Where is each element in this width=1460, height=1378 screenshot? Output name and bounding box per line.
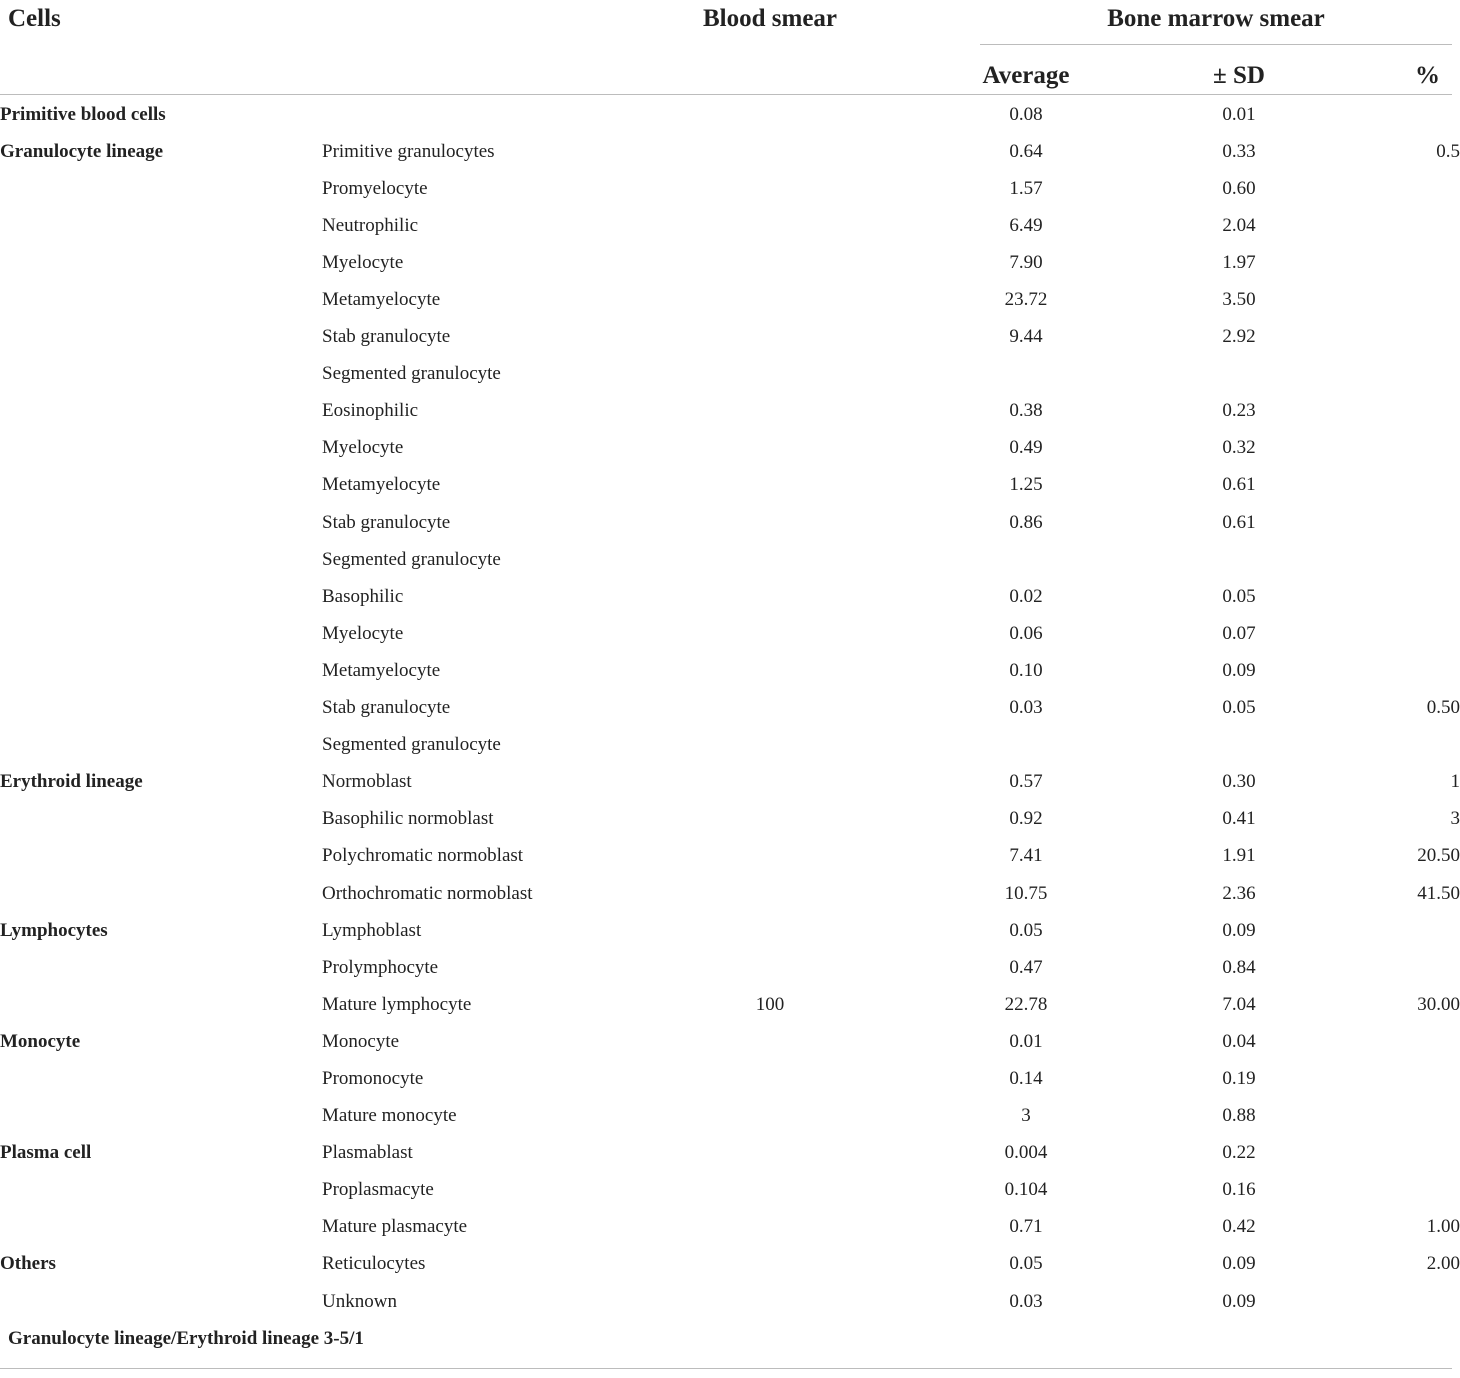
- row-sd-value: 0.30: [1222, 771, 1256, 793]
- row-sd-value: 0.09: [1222, 659, 1256, 681]
- row-group-label: Granulocyte lineage: [0, 140, 164, 162]
- table-row: [0, 244, 1460, 281]
- row-group-label: [0, 319, 322, 356]
- row-cell-type: Myelocyte: [322, 622, 404, 644]
- row-blood-smear-value: [662, 244, 878, 281]
- table-row: [0, 764, 1460, 801]
- row-average-value: 1.57: [1009, 177, 1043, 199]
- row-sd-value: 0.09: [1222, 1290, 1256, 1312]
- table-row: [0, 96, 1460, 133]
- row-sd-value: 0.61: [1222, 474, 1256, 496]
- table-row: [0, 801, 1460, 838]
- row-average-value: 0.01: [1009, 1030, 1043, 1052]
- row-percent-value: [1304, 430, 1460, 467]
- row-percent-value: [1304, 1135, 1460, 1172]
- row-average-value: 0.05: [1009, 919, 1043, 941]
- row-cell-type: Proplasmacyte: [322, 1179, 434, 1201]
- row-percent-value: 30.00: [1417, 993, 1460, 1015]
- row-cell-type: Plasmablast: [322, 1142, 413, 1164]
- row-average-value: 0.03: [1009, 697, 1043, 719]
- row-group-label: Monocyte: [0, 1030, 81, 1052]
- row-group-label: [0, 986, 322, 1023]
- row-cell-type: Segmented granulocyte: [322, 548, 501, 570]
- table-row: [0, 949, 1460, 986]
- row-cell-type: Metamyelocyte: [322, 474, 441, 496]
- table-row: [0, 1283, 1460, 1320]
- row-average-value: 0.86: [1009, 511, 1043, 533]
- table-row: [0, 393, 1460, 430]
- row-blood-smear-value: [662, 838, 878, 875]
- row-sd-value: 0.19: [1222, 1067, 1256, 1089]
- row-blood-smear-value: [662, 727, 878, 764]
- row-blood-smear-value: [662, 319, 878, 356]
- header-percent: %: [1415, 62, 1440, 89]
- row-group-label: [0, 170, 322, 207]
- row-percent-value: [1304, 1172, 1460, 1209]
- row-average-value: 0.49: [1009, 437, 1043, 459]
- row-average-value: 3: [1021, 1105, 1031, 1127]
- table-row: [0, 281, 1460, 318]
- row-percent-value: 3: [1450, 808, 1460, 830]
- row-percent-value: 2.00: [1426, 1253, 1460, 1275]
- row-group-label: [0, 727, 322, 764]
- row-blood-smear-value: [662, 1023, 878, 1060]
- table-row: [0, 133, 1460, 170]
- row-average-value: 0.10: [1009, 659, 1043, 681]
- row-average-value: [878, 727, 1174, 764]
- row-sd-value: 0.04: [1222, 1030, 1256, 1052]
- row-sd-value: 7.04: [1222, 993, 1256, 1015]
- row-blood-smear-value: [662, 430, 878, 467]
- row-sd-value: 2.04: [1222, 214, 1256, 236]
- table-bottom-rule: [0, 1368, 1452, 1369]
- row-blood-smear-value: [662, 1209, 878, 1246]
- row-cell-type: Stab granulocyte: [322, 511, 451, 533]
- row-average-value: 0.104: [1004, 1179, 1048, 1201]
- row-group-label: [0, 801, 322, 838]
- row-percent-value: 1: [1450, 771, 1460, 793]
- table-row: [0, 1098, 1460, 1135]
- row-cell-type: Myelocyte: [322, 437, 404, 459]
- row-sd-value: 0.09: [1222, 919, 1256, 941]
- row-cell-type: Orthochromatic normoblast: [322, 882, 533, 904]
- row-group-label: [0, 1209, 322, 1246]
- row-sd-value: 0.32: [1222, 437, 1256, 459]
- row-percent-value: [1304, 949, 1460, 986]
- row-average-value: 10.75: [1004, 882, 1048, 904]
- row-percent-value: [1304, 912, 1460, 949]
- row-group-label: [0, 1060, 322, 1097]
- row-cell-type: Mature lymphocyte: [322, 993, 472, 1015]
- table-row: [0, 652, 1460, 689]
- header-cells: Cells: [8, 5, 61, 32]
- row-percent-value: [1304, 281, 1460, 318]
- row-blood-smear-value: [662, 764, 878, 801]
- row-percent-value: [1304, 170, 1460, 207]
- table-row: [0, 467, 1460, 504]
- row-percent-value: [1304, 207, 1460, 244]
- row-average-value: 0.004: [1004, 1142, 1048, 1164]
- row-cell-type: Promonocyte: [322, 1067, 424, 1089]
- row-group-label: [0, 949, 322, 986]
- row-average-value: 0.06: [1009, 622, 1043, 644]
- row-percent-value: [1304, 319, 1460, 356]
- header-bottom-rule: [0, 94, 1452, 95]
- row-group-label: Erythroid lineage: [0, 771, 143, 793]
- table-row: [0, 838, 1460, 875]
- row-percent-value: [1304, 652, 1460, 689]
- row-percent-value: 20.50: [1417, 845, 1460, 867]
- row-sd-value: 0.88: [1222, 1105, 1256, 1127]
- row-cell-type: Eosinophilic: [322, 400, 419, 422]
- row-blood-smear-value: [662, 801, 878, 838]
- row-blood-smear-value: [662, 541, 878, 578]
- row-cell-type: Lymphoblast: [322, 919, 422, 941]
- row-percent-value: [1304, 467, 1460, 504]
- row-sd-value: 0.01: [1222, 103, 1256, 125]
- table-row: [0, 430, 1460, 467]
- row-sd-value: [1174, 356, 1304, 393]
- table-row: [0, 356, 1460, 393]
- row-cell-type: Myelocyte: [322, 251, 404, 273]
- row-sd-value: 2.92: [1222, 326, 1256, 348]
- table-row: [0, 504, 1460, 541]
- table-row: [0, 319, 1460, 356]
- row-group-label: [0, 875, 322, 912]
- table-row: [0, 727, 1460, 764]
- row-sd-value: 0.05: [1222, 585, 1256, 607]
- row-percent-value: [1304, 727, 1460, 764]
- row-sd-value: 0.60: [1222, 177, 1256, 199]
- table-row: [0, 578, 1460, 615]
- row-average-value: 6.49: [1009, 214, 1043, 236]
- row-blood-smear-value: [662, 1283, 878, 1320]
- row-group-label: [0, 541, 322, 578]
- row-sd-value: 2.36: [1222, 882, 1256, 904]
- row-blood-smear-value: [662, 949, 878, 986]
- row-group-label: [0, 393, 322, 430]
- table-row: [0, 1060, 1460, 1097]
- row-group-label: [0, 356, 322, 393]
- row-cell-type: [322, 96, 662, 133]
- row-sd-value: [1174, 541, 1304, 578]
- footer-row: [0, 1320, 1460, 1357]
- table-row: [0, 1135, 1460, 1172]
- table-row: [0, 1023, 1460, 1060]
- row-cell-type: Mature plasmacyte: [322, 1216, 468, 1238]
- row-sd-value: 0.61: [1222, 511, 1256, 533]
- row-blood-smear-value: [662, 356, 878, 393]
- row-cell-type: Segmented granulocyte: [322, 363, 501, 385]
- row-sd-value: 3.50: [1222, 289, 1256, 311]
- row-cell-type: Normoblast: [322, 771, 412, 793]
- row-group-label: [0, 504, 322, 541]
- row-cell-type: Metamyelocyte: [322, 659, 441, 681]
- row-group-label: [0, 690, 322, 727]
- row-percent-value: 0.50: [1426, 697, 1460, 719]
- row-blood-smear-value: [662, 1098, 878, 1135]
- row-blood-smear-value: [662, 504, 878, 541]
- table-row: [0, 1209, 1460, 1246]
- row-blood-smear-value: [662, 281, 878, 318]
- row-cell-type: Basophilic normoblast: [322, 808, 494, 830]
- row-group-label: Plasma cell: [0, 1142, 92, 1164]
- header-bone-marrow-smear: Bone marrow smear: [1107, 5, 1325, 32]
- footer-note: Granulocyte lineage/Erythroid lineage 3-5/1: [8, 1327, 364, 1349]
- row-sd-value: 0.33: [1222, 140, 1256, 162]
- table-row: [0, 541, 1460, 578]
- row-cell-type: Polychromatic normoblast: [322, 845, 524, 867]
- row-average-value: 7.90: [1009, 251, 1043, 273]
- row-group-label: [0, 467, 322, 504]
- row-sd-value: 0.84: [1222, 956, 1256, 978]
- row-group-label: [0, 244, 322, 281]
- table-row: [0, 912, 1460, 949]
- row-average-value: 9.44: [1009, 326, 1043, 348]
- row-blood-smear-value: [662, 578, 878, 615]
- row-group-label: [0, 652, 322, 689]
- row-blood-smear-value: [662, 393, 878, 430]
- row-blood-smear-value: [662, 1246, 878, 1283]
- row-blood-smear-value: [662, 690, 878, 727]
- row-average-value: 0.05: [1009, 1253, 1043, 1275]
- row-percent-value: 1.00: [1426, 1216, 1460, 1238]
- row-percent-value: [1304, 96, 1460, 133]
- row-sd-value: 1.91: [1222, 845, 1256, 867]
- row-cell-type: Prolymphocyte: [322, 956, 439, 978]
- row-blood-smear-value: [662, 652, 878, 689]
- row-percent-value: [1304, 1060, 1460, 1097]
- row-sd-value: 0.23: [1222, 400, 1256, 422]
- row-percent-value: [1304, 1283, 1460, 1320]
- row-percent-value: [1304, 541, 1460, 578]
- row-blood-smear-value: [662, 207, 878, 244]
- row-group-label: Primitive blood cells: [0, 103, 166, 125]
- header-blood-smear: Blood smear: [702, 5, 838, 32]
- row-sd-value: 0.07: [1222, 622, 1256, 644]
- row-sd-value: 1.97: [1222, 251, 1256, 273]
- row-cell-type: Mature monocyte: [322, 1105, 457, 1127]
- row-group-label: [0, 1172, 322, 1209]
- row-average-value: 22.78: [1004, 993, 1048, 1015]
- row-blood-smear-value: [662, 615, 878, 652]
- row-group-label: [0, 615, 322, 652]
- table-row: [0, 170, 1460, 207]
- row-average-value: 0.71: [1009, 1216, 1043, 1238]
- row-percent-value: [1304, 1023, 1460, 1060]
- row-cell-type: Metamyelocyte: [322, 289, 441, 311]
- row-average-value: 0.64: [1009, 140, 1043, 162]
- row-cell-type: Stab granulocyte: [322, 697, 451, 719]
- bone-marrow-header-rule: [980, 44, 1452, 45]
- row-average-value: 0.92: [1009, 808, 1043, 830]
- table-row: [0, 207, 1460, 244]
- row-cell-type: Primitive granulocytes: [322, 140, 495, 162]
- row-average-value: 0.02: [1009, 585, 1043, 607]
- row-sd-value: 0.05: [1222, 697, 1256, 719]
- header-sd: ± SD: [1213, 62, 1265, 89]
- row-blood-smear-value: [662, 133, 878, 170]
- row-average-value: 0.14: [1009, 1067, 1043, 1089]
- row-sd-value: 0.42: [1222, 1216, 1256, 1238]
- row-percent-value: [1304, 504, 1460, 541]
- row-cell-type: Promyelocyte: [322, 177, 428, 199]
- row-percent-value: [1304, 393, 1460, 430]
- row-cell-type: Monocyte: [322, 1030, 400, 1052]
- row-sd-value: 0.41: [1222, 808, 1256, 830]
- table-row: [0, 986, 1460, 1023]
- row-average-value: [878, 541, 1174, 578]
- row-cell-type: Reticulocytes: [322, 1253, 426, 1275]
- row-cell-type: Neutrophilic: [322, 214, 419, 236]
- row-percent-value: 41.50: [1417, 882, 1460, 904]
- row-group-label: [0, 838, 322, 875]
- row-blood-smear-value: [662, 1060, 878, 1097]
- row-blood-smear-value: [662, 912, 878, 949]
- table-row: [0, 875, 1460, 912]
- table-row: [0, 615, 1460, 652]
- row-group-label: [0, 578, 322, 615]
- row-sd-value: 0.16: [1222, 1179, 1256, 1201]
- row-sd-value: [1174, 727, 1304, 764]
- row-blood-smear-value: [662, 1135, 878, 1172]
- row-group-label: [0, 1283, 322, 1320]
- row-percent-value: 0.5: [1436, 140, 1460, 162]
- table-row: [0, 1172, 1460, 1209]
- row-sd-value: 0.09: [1222, 1253, 1256, 1275]
- row-blood-smear-value: 100: [755, 993, 785, 1015]
- row-blood-smear-value: [662, 1172, 878, 1209]
- row-group-label: [0, 430, 322, 467]
- row-average-value: 0.08: [1009, 103, 1043, 125]
- row-average-value: 0.38: [1009, 400, 1043, 422]
- row-percent-value: [1304, 578, 1460, 615]
- row-average-value: 23.72: [1004, 289, 1048, 311]
- row-group-label: [0, 1098, 322, 1135]
- row-percent-value: [1304, 1098, 1460, 1135]
- row-blood-smear-value: [662, 96, 878, 133]
- row-group-label: Lymphocytes: [0, 919, 108, 941]
- row-cell-type: Unknown: [322, 1290, 397, 1312]
- row-blood-smear-value: [662, 170, 878, 207]
- row-group-label: [0, 281, 322, 318]
- row-sd-value: 0.22: [1222, 1142, 1256, 1164]
- row-blood-smear-value: [662, 875, 878, 912]
- row-percent-value: [1304, 244, 1460, 281]
- row-percent-value: [1304, 356, 1460, 393]
- row-average-value: 1.25: [1009, 474, 1043, 496]
- row-average-value: 0.03: [1009, 1290, 1043, 1312]
- row-average-value: 0.47: [1009, 956, 1043, 978]
- row-percent-value: [1304, 615, 1460, 652]
- row-average-value: 0.57: [1009, 771, 1043, 793]
- table-row: [0, 1246, 1460, 1283]
- row-group-label: [0, 207, 322, 244]
- cell-count-table: [0, 96, 1460, 1357]
- table-row: [0, 690, 1460, 727]
- row-cell-type: Basophilic: [322, 585, 404, 607]
- row-average-value: 7.41: [1009, 845, 1043, 867]
- row-group-label: Others: [0, 1253, 56, 1275]
- header-average: Average: [982, 62, 1070, 89]
- row-average-value: [878, 356, 1174, 393]
- row-cell-type: Segmented granulocyte: [322, 734, 501, 756]
- row-cell-type: Stab granulocyte: [322, 326, 451, 348]
- row-blood-smear-value: [662, 467, 878, 504]
